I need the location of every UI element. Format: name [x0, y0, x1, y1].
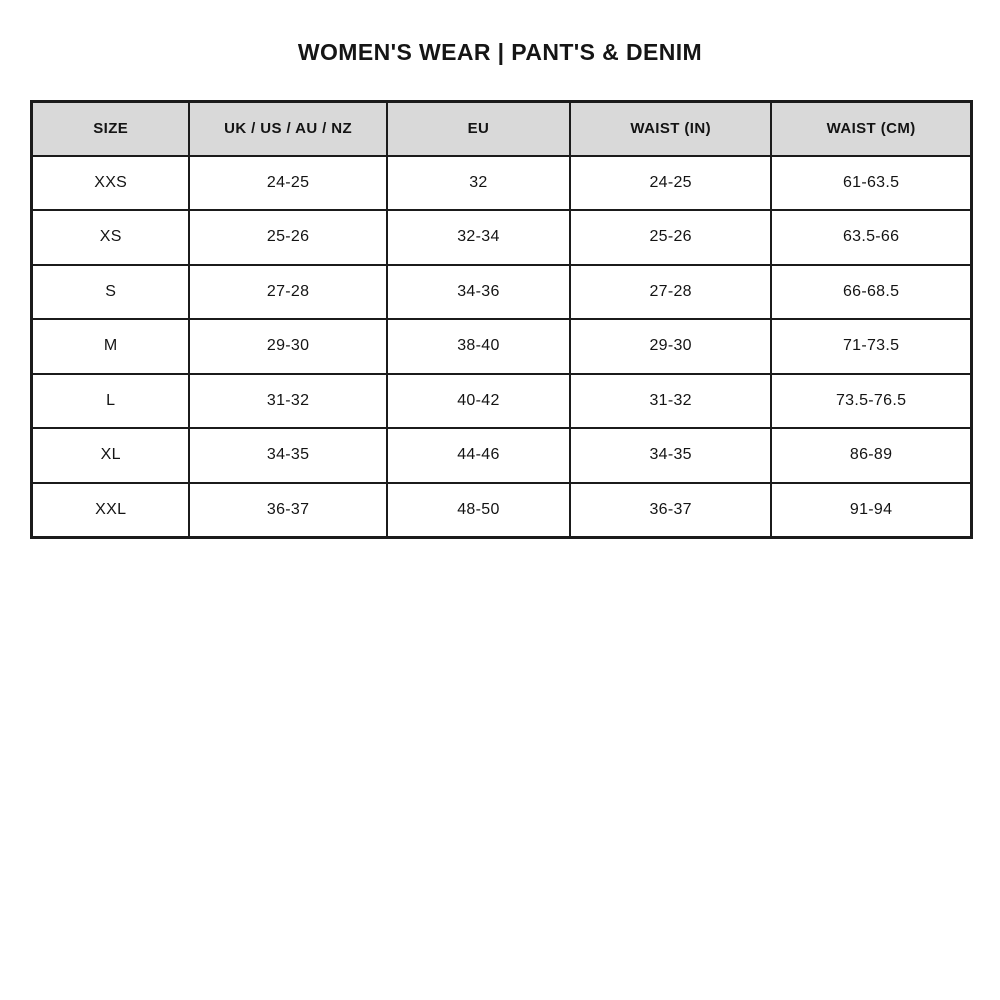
- table-row-xxs: [32, 156, 972, 211]
- cell-xl-waist-cm: 86-89: [771, 428, 971, 483]
- cell-xxl-waist-in: 36-37: [570, 483, 771, 538]
- cell-xxl-size: XXL: [32, 483, 190, 538]
- cell-l-eu: 40-42: [387, 374, 570, 429]
- cell-xxl-uk-us-au-nz: 36-37: [189, 483, 386, 538]
- cell-xl-size: XL: [32, 428, 190, 483]
- page-title: WOMEN'S WEAR | PANT'S & DENIM: [297, 39, 703, 65]
- table-row-xl: [32, 428, 972, 483]
- cell-xxs-eu: 32: [387, 156, 570, 211]
- cell-l-waist-in: 31-32: [570, 374, 771, 429]
- cell-xxl-eu: 48-50: [387, 483, 570, 538]
- table-row-xxl: [32, 483, 972, 538]
- cell-m-eu: 38-40: [387, 319, 570, 374]
- table-row-l: [32, 374, 972, 429]
- cell-l-uk-us-au-nz: 31-32: [189, 374, 386, 429]
- column-header-waist-in: WAIST (IN): [570, 102, 771, 156]
- cell-m-uk-us-au-nz: 29-30: [189, 319, 386, 374]
- table-row-s: [32, 265, 972, 320]
- cell-xxs-waist-in: 24-25: [570, 156, 771, 211]
- cell-s-waist-in: 27-28: [570, 265, 771, 320]
- cell-m-waist-cm: 71-73.5: [771, 319, 971, 374]
- cell-l-size: L: [32, 374, 190, 429]
- column-header-waist-cm: WAIST (CM): [771, 102, 971, 156]
- cell-xxs-uk-us-au-nz: 24-25: [189, 156, 386, 211]
- table-header: [32, 102, 972, 156]
- table-header-row: [32, 102, 972, 156]
- cell-l-waist-cm: 73.5-76.5: [771, 374, 971, 429]
- cell-m-size: M: [32, 319, 190, 374]
- cell-xs-waist-cm: 63.5-66: [771, 210, 971, 265]
- cell-s-waist-cm: 66-68.5: [771, 265, 971, 320]
- column-header-eu: EU: [387, 102, 570, 156]
- cell-xxl-waist-cm: 91-94: [771, 483, 971, 538]
- cell-xs-size: XS: [32, 210, 190, 265]
- table-row-xs: [32, 210, 972, 265]
- cell-xxs-size: XXS: [32, 156, 190, 211]
- cell-xl-eu: 44-46: [387, 428, 570, 483]
- cell-xxs-waist-cm: 61-63.5: [771, 156, 971, 211]
- column-header-uk-us-au-nz: UK / US / AU / NZ: [189, 102, 386, 156]
- cell-s-eu: 34-36: [387, 265, 570, 320]
- cell-xl-uk-us-au-nz: 34-35: [189, 428, 386, 483]
- column-header-size: SIZE: [32, 102, 190, 156]
- cell-xs-uk-us-au-nz: 25-26: [189, 210, 386, 265]
- cell-s-uk-us-au-nz: 27-28: [189, 265, 386, 320]
- table-body: [32, 156, 972, 538]
- cell-xl-waist-in: 34-35: [570, 428, 771, 483]
- cell-xs-eu: 32-34: [387, 210, 570, 265]
- cell-m-waist-in: 29-30: [570, 319, 771, 374]
- cell-xs-waist-in: 25-26: [570, 210, 771, 265]
- size-chart-table: [30, 100, 973, 539]
- table-row-m: [32, 319, 972, 374]
- cell-s-size: S: [32, 265, 190, 320]
